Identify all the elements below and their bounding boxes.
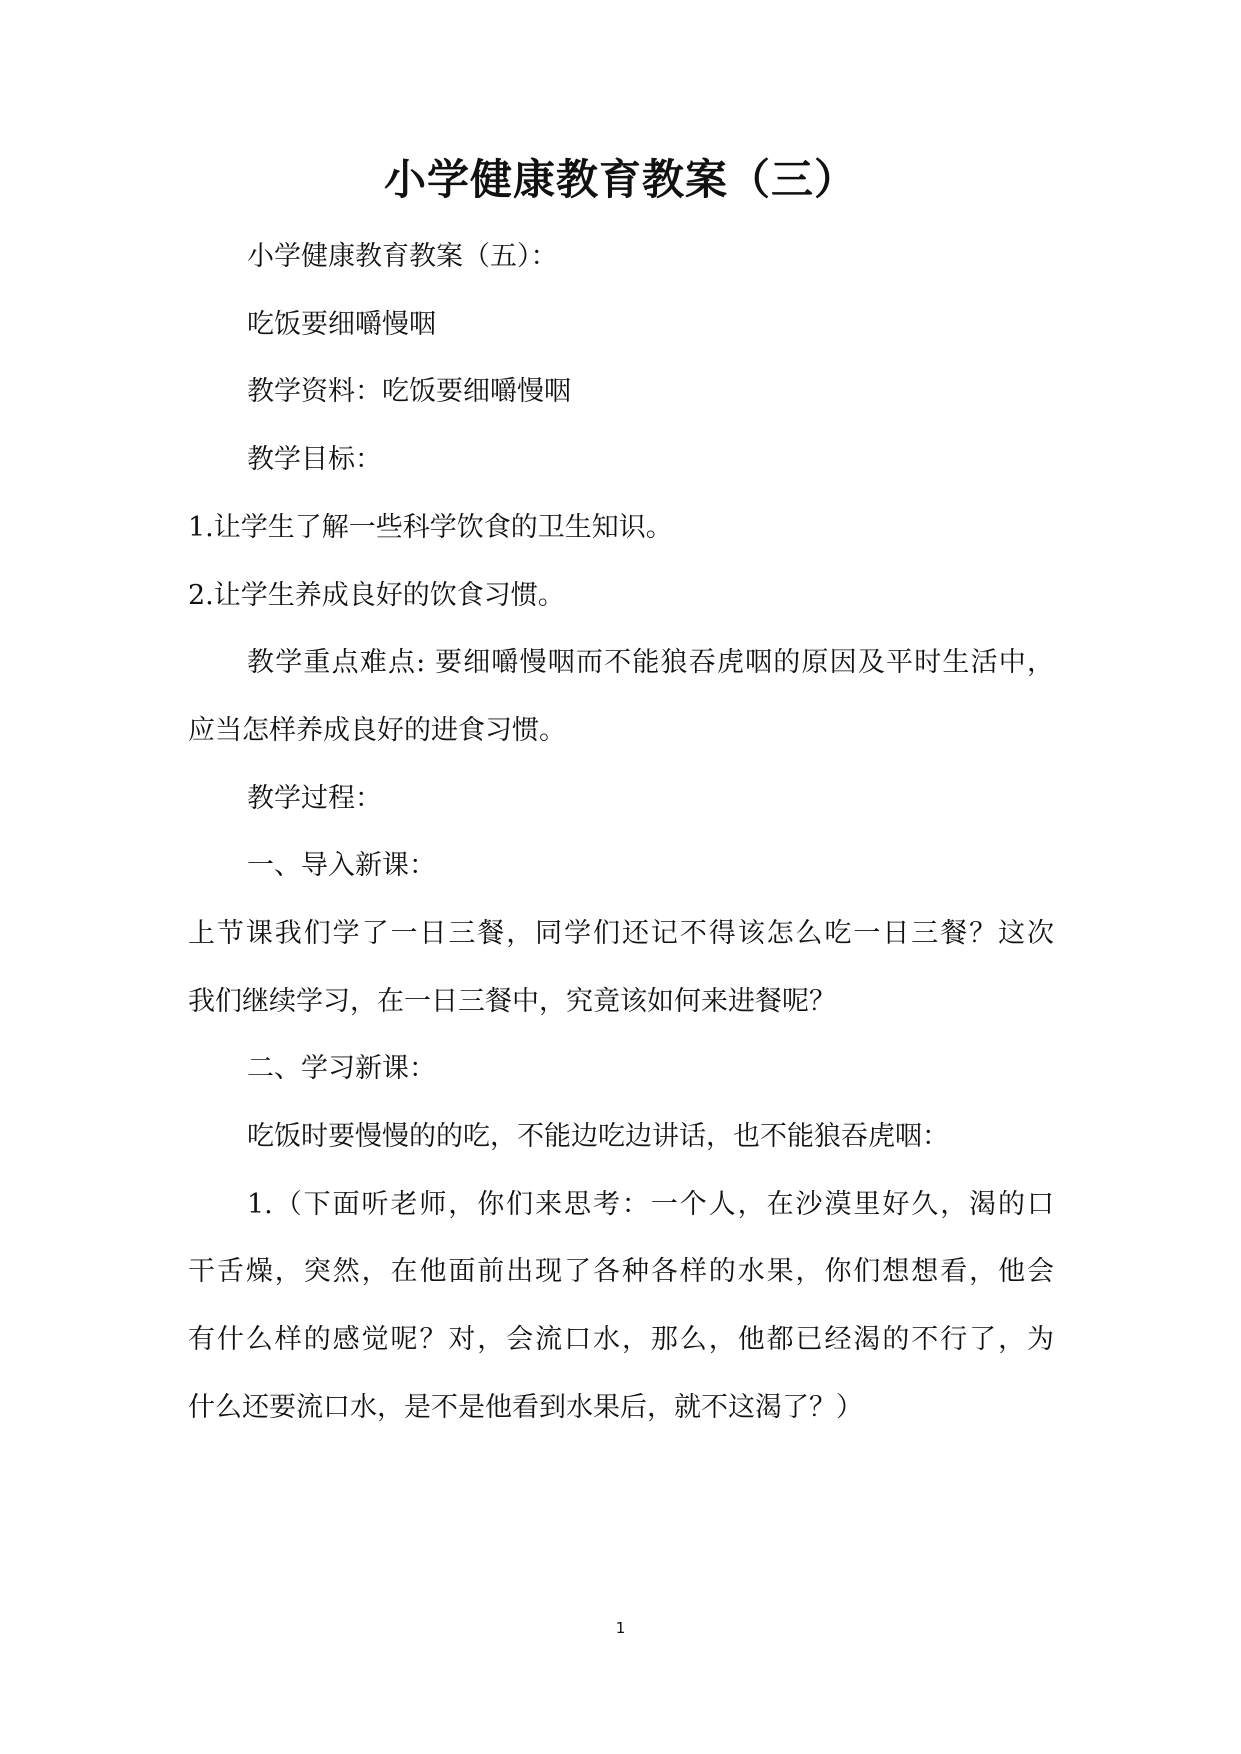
question-paragraph-line-2: 干舌燥，突然，在他面前出现了各种各样的水果，你们想想看，他会 — [188, 1256, 1054, 1287]
teaching-material: 教学资料：吃饭要细嚼慢咽 — [247, 376, 571, 407]
goal-item-2: 2.让学生养成良好的饮食习惯。 — [188, 580, 565, 611]
goal-item-1: 1.让学生了解一些科学饮食的卫生知识。 — [188, 512, 673, 543]
key-points-line-2: 应当怎样养成良好的进食习惯。 — [188, 715, 566, 746]
teaching-goals-heading: 教学目标： — [247, 444, 382, 475]
intro-paragraph-line-2: 我们继续学习，在一日三餐中，究竟该如何来进餐呢？ — [188, 986, 836, 1017]
section-heading: 小学健康教育教案（五）： — [247, 241, 558, 272]
page-number: 1 — [615, 1619, 626, 1637]
intro-paragraph-line-1: 上节课我们学了一日三餐，同学们还记不得该怎么吃一日三餐？这次 — [188, 918, 1054, 949]
lesson-paragraph: 吃饭时要慢慢的的吃，不能边吃边讲话，也不能狼吞虎咽： — [247, 1121, 949, 1152]
question-paragraph-line-4: 什么还要流口水，是不是他看到水果后，就不这渴了？） — [188, 1392, 863, 1423]
teaching-process-heading: 教学过程： — [247, 783, 382, 814]
key-points-line-1: 教学重点难点: 要细嚼慢咽而不能狼吞虎咽的原因及平时生活中， — [247, 647, 1054, 678]
part-two-heading: 二、学习新课： — [247, 1053, 436, 1084]
part-one-heading: 一、导入新课： — [247, 850, 436, 881]
question-paragraph-line-1: 1.（下面听老师，你们来思考：一个人，在沙漠里好久，渴的口 — [247, 1189, 1054, 1220]
question-paragraph-line-3: 有什么样的感觉呢？对，会流口水，那么，他都已经渴的不行了，为 — [188, 1324, 1054, 1355]
document-title: 小学健康教育教案（三） — [383, 155, 857, 204]
lesson-topic: 吃饭要细嚼慢咽 — [247, 309, 436, 340]
